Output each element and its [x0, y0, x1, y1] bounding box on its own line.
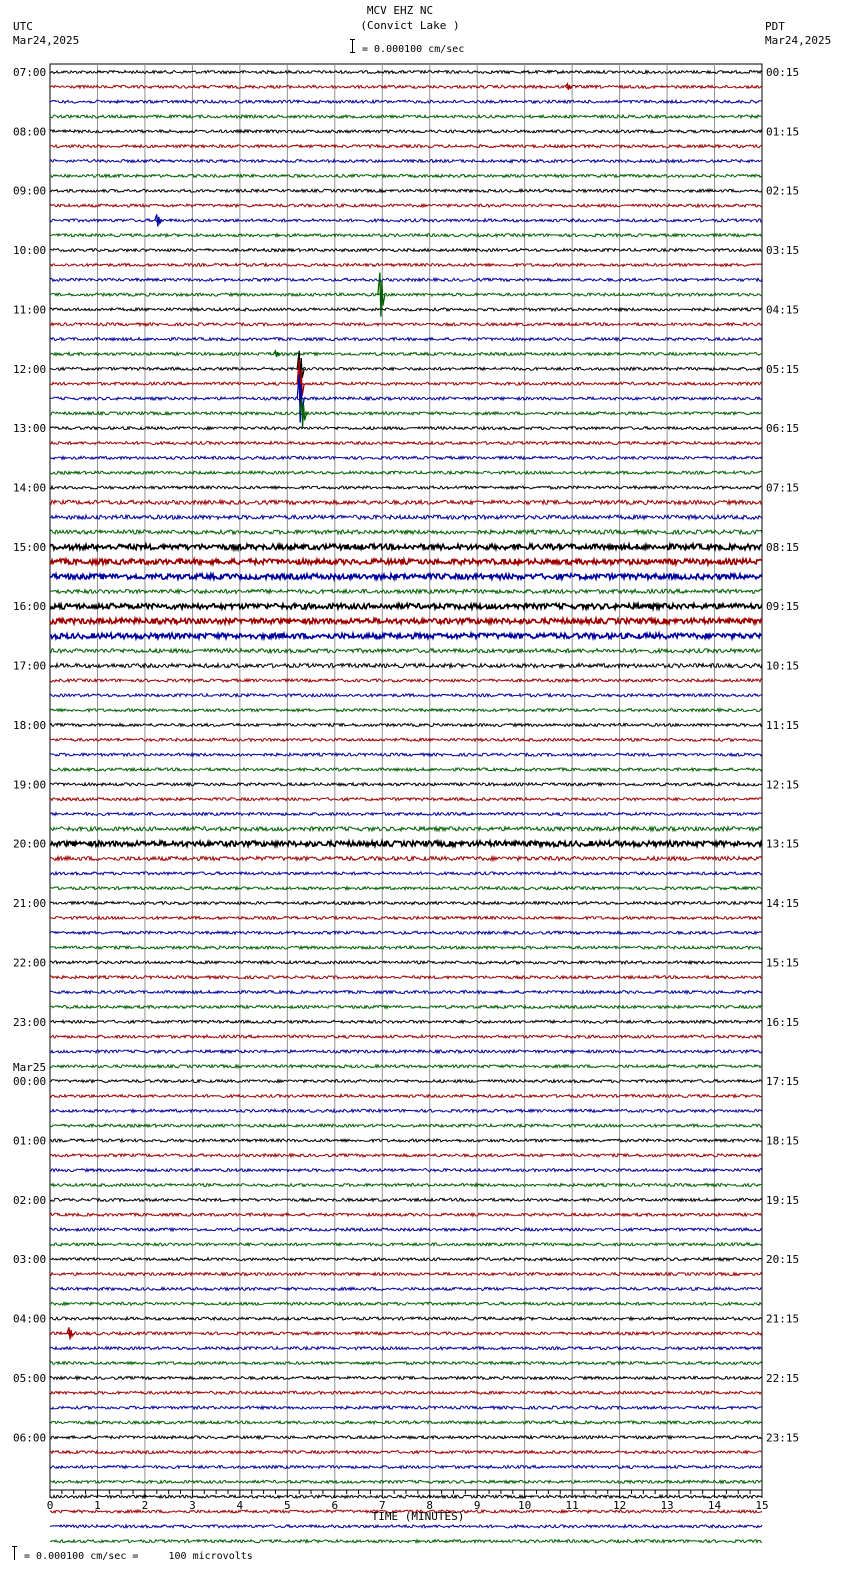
- right-date: Mar24,2025: [765, 34, 832, 47]
- left-time-zone: UTC: [13, 20, 33, 33]
- trace-row-89: [50, 1391, 762, 1394]
- trace-row-83: [50, 1302, 762, 1305]
- trace-row-46: [50, 753, 762, 756]
- trace-row-64: [50, 1020, 762, 1023]
- trace-row-92: [50, 1436, 762, 1439]
- trace-row-19: [50, 352, 762, 355]
- utc-hour-label: 16:00: [13, 600, 47, 614]
- utc-hour-label: 04:00: [13, 1312, 47, 1326]
- trace-row-65: [50, 1035, 762, 1038]
- utc-hour-label: 07:00: [13, 66, 47, 79]
- trace-row-26: [50, 456, 762, 459]
- event-spike-3: [273, 351, 280, 357]
- utc-hour-label: 23:00: [13, 1015, 47, 1029]
- utc-hour-label: 15:00: [13, 540, 47, 554]
- trace-row-39: [50, 649, 762, 653]
- pdt-hour-label: 17:15: [766, 1075, 800, 1089]
- trace-row-56: [50, 902, 762, 905]
- trace-row-18: [50, 338, 762, 341]
- x-tick-label: 0: [46, 1499, 54, 1512]
- utc-hour-label: 17:00: [13, 659, 47, 673]
- utc-hour-label: 22:00: [13, 956, 47, 970]
- trace-row-59: [50, 946, 762, 949]
- pdt-hour-label: 14:15: [766, 897, 800, 911]
- trace-row-58: [50, 931, 762, 934]
- trace-row-87: [50, 1362, 762, 1365]
- utc-hour-label: 09:00: [13, 184, 47, 198]
- calibration-icon: [14, 1546, 15, 1560]
- x-tick-label: 2: [141, 1499, 149, 1512]
- utc-hour-label: 18:00: [13, 718, 47, 732]
- x-tick-label: 4: [236, 1499, 244, 1512]
- trace-row-32: [50, 544, 762, 549]
- trace-row-8: [50, 189, 762, 192]
- trace-row-77: [50, 1213, 762, 1216]
- pdt-hour-label: 15:15: [766, 956, 800, 970]
- calibration-label: = 0.000100 cm/sec = 100 microvolts: [24, 1551, 253, 1562]
- trace-row-42: [50, 694, 762, 697]
- pdt-hour-label: 20:15: [766, 1253, 800, 1267]
- trace-row-31: [50, 530, 762, 534]
- x-tick-label: 6: [331, 1499, 339, 1512]
- trace-row-14: [50, 278, 762, 281]
- utc-hour-label: 00:00: [13, 1075, 47, 1089]
- trace-row-23: [50, 412, 762, 415]
- trace-row-7: [50, 174, 762, 177]
- trace-row-28: [50, 486, 762, 489]
- utc-hour-label: 03:00: [13, 1253, 47, 1267]
- calibration-icon-cap: [12, 1546, 17, 1547]
- trace-row-45: [50, 738, 762, 741]
- pdt-hour-label: 04:15: [766, 303, 800, 317]
- pdt-hour-label: 16:15: [766, 1015, 800, 1029]
- trace-row-67: [50, 1065, 762, 1068]
- trace-row-21: [50, 382, 762, 385]
- trace-row-43: [50, 709, 762, 712]
- x-tick-label: 3: [189, 1499, 196, 1512]
- x-tick-label: 15: [755, 1499, 769, 1512]
- x-axis-title: TIME (MINUTES): [371, 1510, 465, 1523]
- utc-hour-label: 02:00: [13, 1193, 47, 1207]
- pdt-hour-label: 21:15: [766, 1312, 800, 1326]
- x-tick-label: 5: [284, 1499, 291, 1512]
- trace-row-54: [50, 872, 762, 875]
- trace-row-51: [50, 827, 762, 831]
- trace-row-25: [50, 442, 762, 445]
- pdt-hour-label: 12:15: [766, 778, 800, 792]
- trace-row-22: [50, 397, 762, 400]
- utc-hour-label: 13:00: [13, 422, 47, 436]
- x-tick-label: 1: [94, 1499, 101, 1512]
- trace-row-44: [50, 723, 762, 726]
- trace-row-84: [50, 1317, 762, 1320]
- trace-row-62: [50, 991, 762, 994]
- trace-row-15: [50, 293, 762, 296]
- utc-hour-label: 06:00: [13, 1431, 47, 1445]
- utc-hour-label: 12:00: [13, 362, 47, 376]
- pdt-hour-label: 18:15: [766, 1134, 800, 1148]
- trace-row-40: [50, 664, 762, 668]
- trace-row-49: [50, 798, 762, 801]
- trace-row-5: [50, 145, 762, 148]
- scale-label: = 0.000100 cm/sec: [362, 44, 465, 55]
- pdt-hour-label: 23:15: [766, 1431, 800, 1445]
- trace-row-50: [50, 813, 762, 816]
- trace-row-86: [50, 1347, 762, 1350]
- trace-row-88: [50, 1376, 762, 1379]
- trace-row-93: [50, 1451, 762, 1454]
- trace-row-90: [50, 1406, 762, 1409]
- trace-row-20: [50, 367, 762, 370]
- trace-row-0: [50, 71, 762, 74]
- trace-row-79: [50, 1243, 762, 1246]
- trace-row-12: [50, 249, 762, 252]
- trace-row-52: [50, 841, 762, 846]
- trace-row-72: [50, 1139, 762, 1142]
- pdt-hour-label: 22:15: [766, 1371, 800, 1385]
- pdt-hour-label: 11:15: [766, 718, 800, 732]
- utc-hour-label: 08:00: [13, 125, 47, 139]
- trace-row-96: [50, 1495, 762, 1498]
- trace-row-1: [50, 85, 762, 88]
- utc-hour-label: 19:00: [13, 778, 47, 792]
- trace-row-99: [50, 1540, 762, 1543]
- utc-hour-label: 21:00: [13, 897, 47, 911]
- pdt-hour-label: 10:15: [766, 659, 800, 673]
- trace-row-57: [50, 916, 762, 919]
- pdt-hour-label: 03:15: [766, 244, 800, 258]
- pdt-hour-label: 01:15: [766, 125, 800, 139]
- trace-row-76: [50, 1198, 762, 1201]
- pdt-hour-label: 09:15: [766, 600, 800, 614]
- trace-row-24: [50, 427, 762, 430]
- trace-row-29: [50, 500, 762, 504]
- pdt-hour-label: 08:15: [766, 540, 800, 554]
- trace-row-70: [50, 1109, 762, 1112]
- date-change-label: Mar25: [13, 1061, 47, 1075]
- left-date: Mar24,2025: [13, 34, 80, 47]
- trace-row-47: [50, 768, 762, 771]
- trace-row-27: [50, 471, 762, 474]
- x-tick-label: 11: [565, 1499, 579, 1512]
- trace-row-37: [50, 618, 762, 623]
- trace-row-48: [50, 783, 762, 786]
- trace-row-69: [50, 1094, 762, 1097]
- trace-row-2: [50, 100, 762, 103]
- pdt-hour-label: 13:15: [766, 837, 800, 851]
- trace-row-68: [50, 1080, 762, 1083]
- x-tick-label: 13: [660, 1499, 674, 1512]
- trace-row-53: [50, 856, 762, 860]
- trace-row-98: [50, 1525, 762, 1528]
- right-time-zone: PDT: [765, 20, 785, 33]
- trace-row-9: [50, 204, 762, 207]
- x-tick-label: 9: [473, 1499, 481, 1512]
- trace-row-85: [50, 1332, 762, 1335]
- trace-row-38: [50, 633, 762, 638]
- trace-row-82: [50, 1287, 762, 1290]
- station-title: MCV EHZ NC: [366, 4, 434, 17]
- pdt-hour-label: 05:15: [766, 362, 800, 376]
- trace-row-81: [50, 1273, 762, 1276]
- utc-hour-label: 11:00: [13, 303, 47, 317]
- trace-row-33: [50, 559, 762, 564]
- utc-hour-label: 01:00: [13, 1134, 47, 1148]
- utc-hour-label: 10:00: [13, 244, 47, 258]
- trace-row-3: [50, 115, 762, 118]
- trace-row-35: [50, 589, 762, 593]
- trace-row-91: [50, 1421, 762, 1424]
- trace-row-30: [50, 515, 762, 519]
- trace-row-63: [50, 1005, 762, 1008]
- trace-row-80: [50, 1258, 762, 1261]
- trace-row-55: [50, 887, 762, 890]
- utc-hour-label: 05:00: [13, 1371, 47, 1385]
- x-tick-label: 14: [707, 1499, 722, 1512]
- pdt-hour-label: 02:15: [766, 184, 800, 198]
- trace-row-61: [50, 976, 762, 979]
- trace-row-94: [50, 1465, 762, 1468]
- trace-row-34: [50, 574, 762, 579]
- trace-row-13: [50, 263, 762, 266]
- trace-row-16: [50, 308, 762, 311]
- x-tick-label: 12: [612, 1499, 627, 1512]
- trace-row-95: [50, 1480, 762, 1483]
- pdt-hour-label: 19:15: [766, 1193, 800, 1207]
- utc-hour-label: 14:00: [13, 481, 47, 495]
- trace-row-66: [50, 1050, 762, 1053]
- pdt-hour-label: 07:15: [766, 481, 800, 495]
- x-tick-label: 10: [518, 1499, 532, 1512]
- trace-row-41: [50, 679, 762, 682]
- x-tick-label: 7: [378, 1499, 386, 1512]
- x-tick-label: 8: [426, 1499, 434, 1512]
- trace-row-11: [50, 234, 762, 237]
- trace-row-74: [50, 1169, 762, 1172]
- trace-row-36: [50, 604, 762, 609]
- station-location: (Convict Lake ): [360, 19, 460, 32]
- trace-row-71: [50, 1124, 762, 1127]
- pdt-hour-label: 00:15: [766, 66, 800, 79]
- trace-row-75: [50, 1184, 762, 1187]
- trace-row-73: [50, 1154, 762, 1157]
- plot-frame: [50, 64, 762, 1490]
- trace-row-78: [50, 1228, 762, 1231]
- trace-row-4: [50, 130, 762, 133]
- trace-row-60: [50, 961, 762, 964]
- pdt-hour-label: 06:15: [766, 422, 800, 436]
- trace-row-6: [50, 160, 762, 163]
- trace-row-17: [50, 323, 762, 326]
- utc-hour-label: 20:00: [13, 837, 47, 851]
